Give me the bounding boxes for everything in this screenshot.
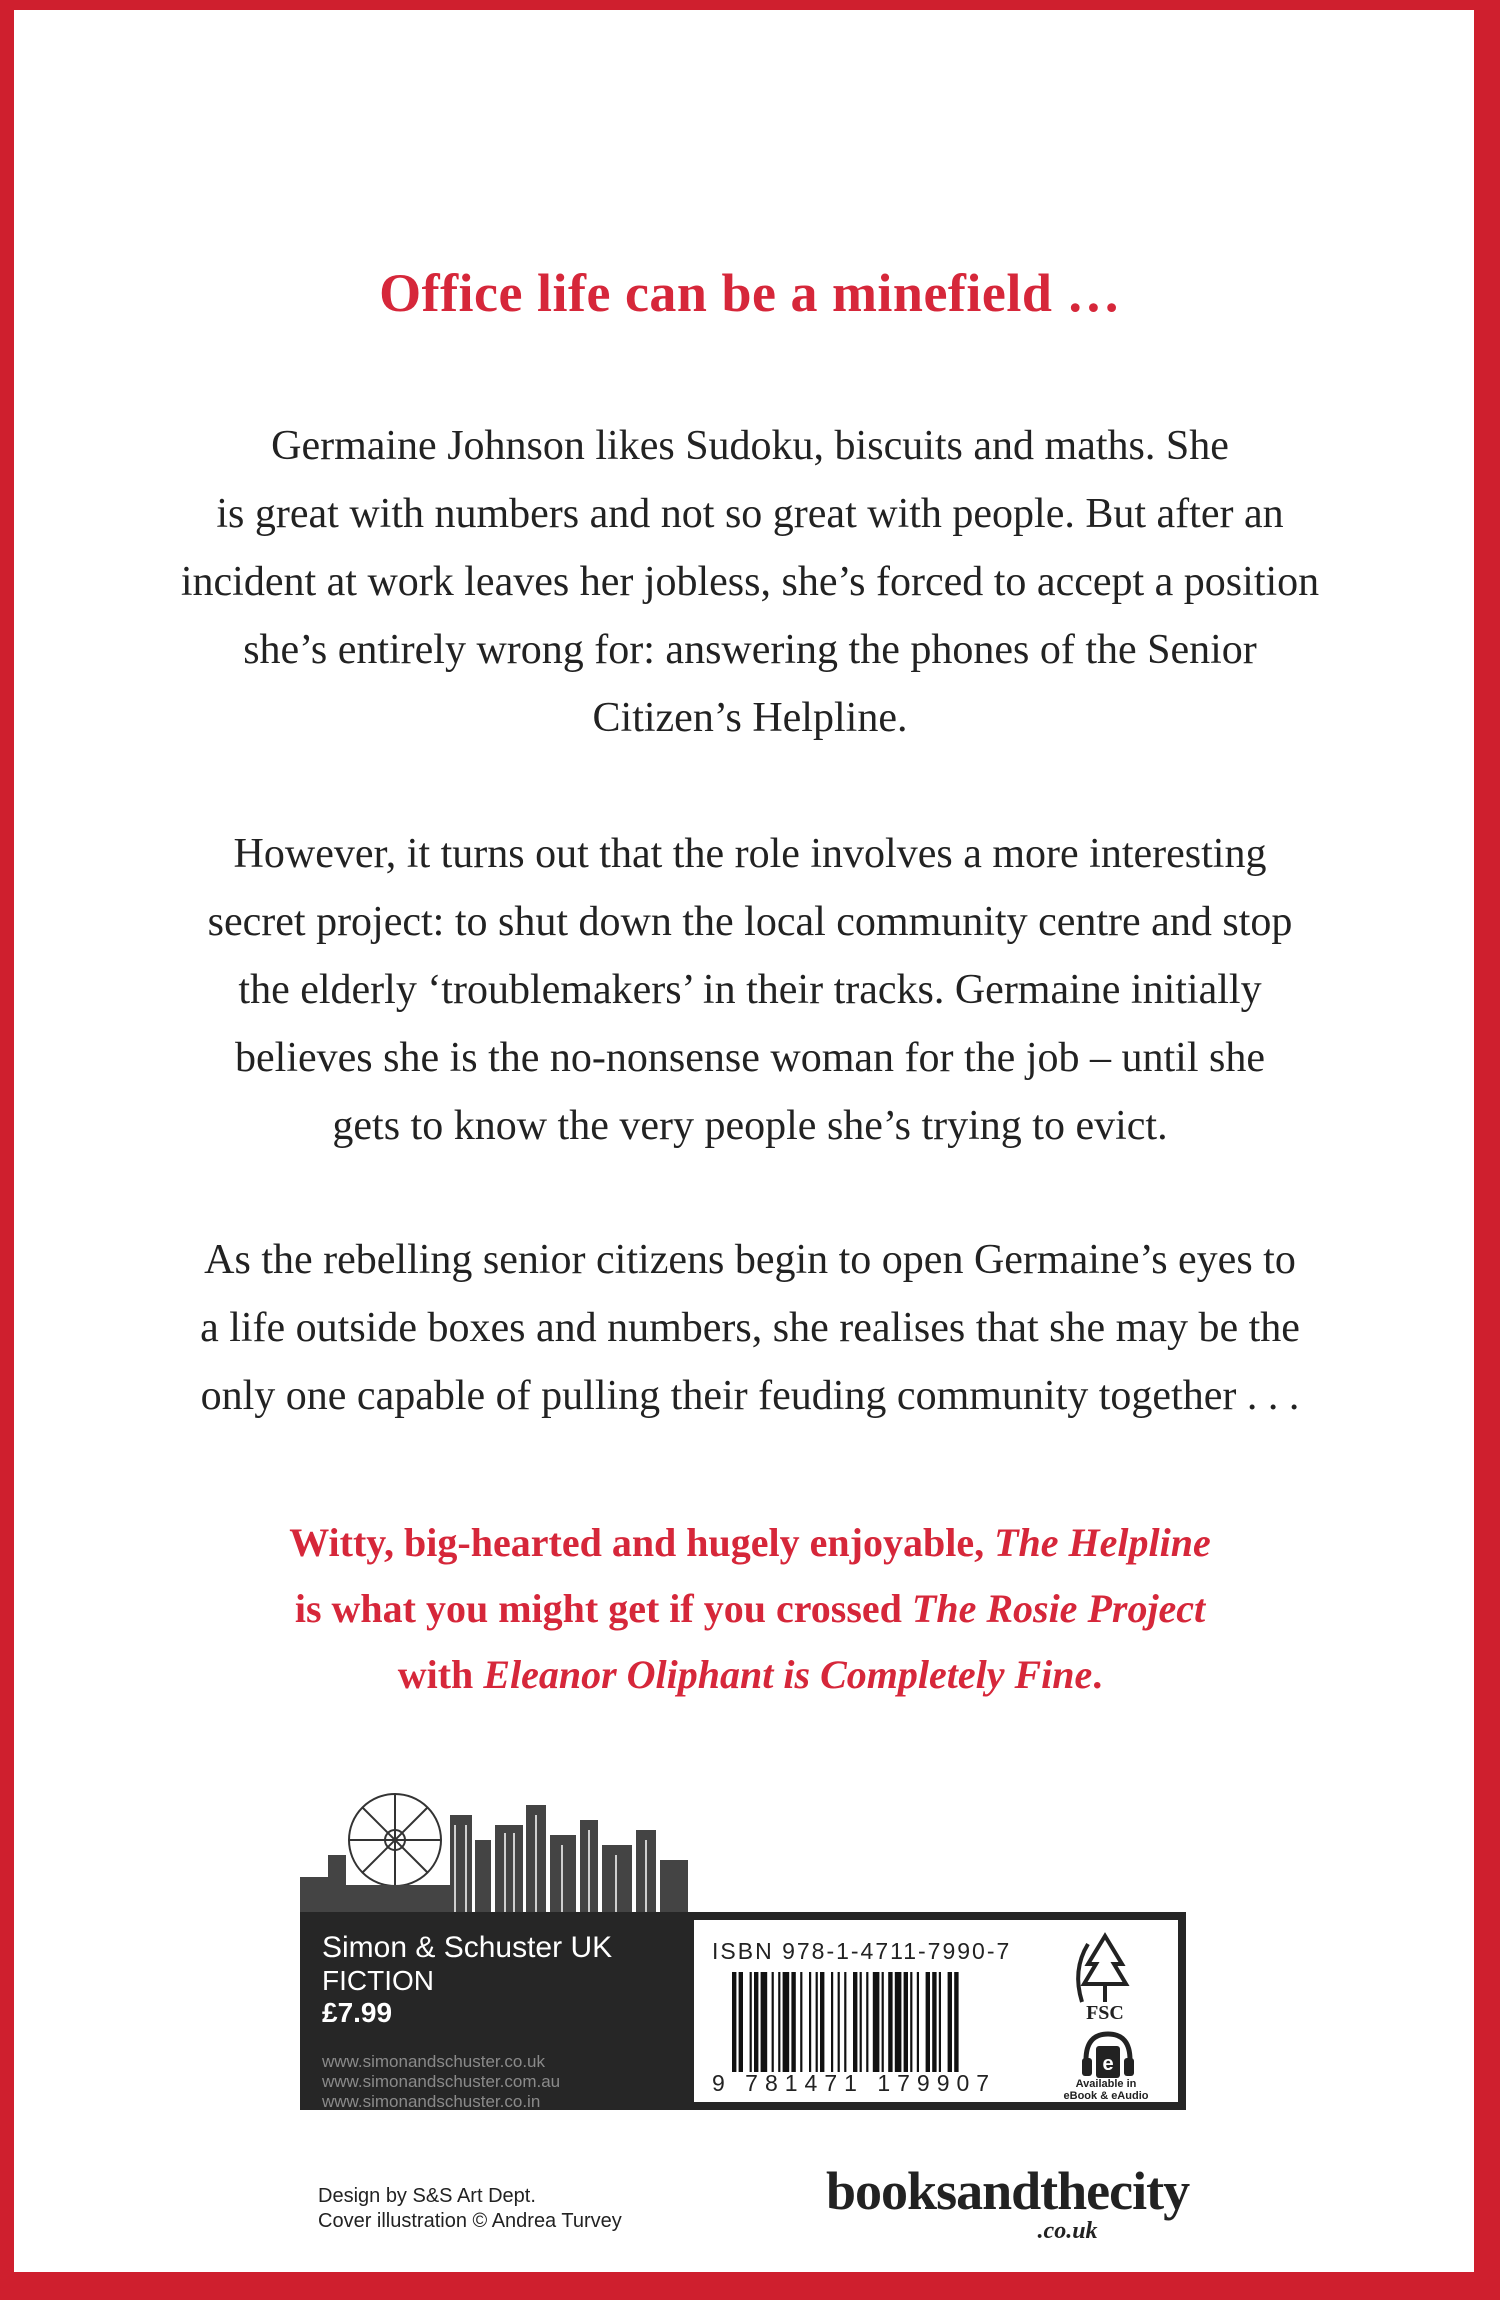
blurb-line: is great with numbers and not so great with people. But after an <box>216 491 1284 537</box>
publisher-url: www.simonandschuster.com.au <box>322 2072 561 2091</box>
availability-note <box>1060 2078 1152 2102</box>
blurb-line: As the rebelling senior citizens begin to open Germaine’s eyes to <box>204 1237 1296 1283</box>
barcode-bar <box>873 1972 880 2072</box>
barcode-bar <box>772 1972 774 2072</box>
quote-title: Eleanor Oliphant is Completely Fine <box>483 1652 1093 1697</box>
publisher-url: www.simonandschuster.co.uk <box>322 2052 545 2071</box>
barcode-bar <box>888 1972 892 2072</box>
barcode-bar <box>754 1972 758 2072</box>
barcode-bar <box>820 1972 824 2072</box>
publisher-name: Simon & Schuster UK <box>322 1931 613 1964</box>
blurb-line: only one capable of pulling their feuding community together . . . <box>200 1373 1300 1419</box>
retailer-logo <box>826 2161 1190 2244</box>
blurb-line: Germaine Johnson likes Sudoku, biscuits and maths. She <box>271 423 1229 469</box>
ebook-headphones-icon <box>1078 2026 1138 2086</box>
blurb-line: she’s entirely wrong for: answering the phones of the Senior <box>243 627 1257 673</box>
publisher-url: www.simonandschuster.co.in <box>322 2092 541 2111</box>
fsc-tree-icon <box>1068 1930 1142 2010</box>
barcode-bar <box>791 1972 795 2072</box>
availability-line: Available in <box>1075 2078 1137 2090</box>
barcode-bar <box>917 1972 919 2072</box>
barcode-bar <box>866 1972 868 2072</box>
barcode-bar <box>800 1972 802 2072</box>
svg-text:e: e <box>1102 2053 1114 2075</box>
barcode-bar <box>932 1972 936 2072</box>
barcode-bar <box>954 1972 958 2072</box>
fsc-label: FSC <box>1086 2002 1124 2024</box>
barcode-bar <box>778 1972 780 2072</box>
barcode-bar <box>831 1972 833 2072</box>
barcode-bar <box>816 1972 818 2072</box>
blurb-paragraph-2 <box>0 820 1500 1160</box>
blurb-paragraph-3 <box>0 1226 1500 1430</box>
barcode-bar <box>809 1972 811 2072</box>
blurb-paragraph-1 <box>0 412 1500 752</box>
quote-title: The Helpline <box>994 1520 1211 1565</box>
isbn-panel <box>686 1912 1186 2110</box>
category-label: FICTION <box>322 1965 434 1996</box>
retailer-domain: .co.uk <box>1037 2218 1098 2244</box>
barcode-bar <box>761 1972 768 2072</box>
barcode-bar <box>838 1972 840 2072</box>
barcode-bar <box>750 1972 752 2072</box>
barcode-bar <box>783 1972 790 2072</box>
quote-text: Witty, big-hearted and hugely enjoyable, <box>289 1520 995 1565</box>
barcode-bar <box>895 1972 902 2072</box>
blurb-line: However, it turns out that the role involves a more interesting <box>233 831 1267 877</box>
price-label: £7.99 <box>322 1997 393 2028</box>
quote-text: is what you might get if you crossed <box>294 1586 912 1631</box>
review-quote <box>0 1510 1500 1708</box>
barcode-bar <box>739 1972 743 2072</box>
quote-line-2 <box>0 1576 1500 1642</box>
publisher-panel <box>300 1912 686 2110</box>
barcode-bar <box>732 1972 736 2072</box>
quote-line-3 <box>0 1642 1500 1708</box>
barcode-bar <box>882 1972 884 2072</box>
quote-text: with <box>397 1652 484 1697</box>
barcode-bar <box>926 1972 930 2072</box>
blurb-line: Citizen’s Helpline. <box>592 695 908 741</box>
headline: Office life can be a minefield … <box>379 263 1121 323</box>
barcode <box>732 1972 1010 2072</box>
blurb-line: a life outside boxes and numbers, she realises that she may be the <box>200 1305 1300 1351</box>
design-credit: Design by S&S Art Dept. <box>318 2185 536 2207</box>
barcode-bar <box>939 1972 941 2072</box>
credits <box>318 2184 622 2234</box>
publisher-urls <box>322 2052 560 2112</box>
barcode-bar <box>853 1972 857 2072</box>
illustration-credit: Cover illustration © Andrea Turvey <box>318 2210 622 2232</box>
barcode-digits: 9 781471 179907 <box>712 2070 997 2096</box>
blurb-line: the elderly ‘troublemakers’ in their tracks. Germaine initially <box>238 967 1262 1013</box>
isbn-number: ISBN 978-1-4711-7990-7 <box>712 1938 1012 1964</box>
blurb-line: secret project: to shut down the local community centre and stop <box>207 899 1293 945</box>
blurb-line: incident at work leaves her jobless, she’s forced to accept a position <box>180 559 1320 605</box>
blurb-line: gets to know the very people she’s trying to evict. <box>332 1103 1168 1149</box>
quote-line-1 <box>0 1510 1500 1576</box>
barcode-bar <box>860 1972 862 2072</box>
quote-title: The Rosie Project <box>911 1586 1206 1631</box>
retailer-name: booksandthecity <box>826 2161 1190 2221</box>
city-skyline-icon <box>300 1785 700 1915</box>
availability-line: eBook & eAudio <box>1063 2090 1149 2102</box>
barcode-bar <box>948 1972 952 2072</box>
barcode-bar <box>910 1972 912 2072</box>
quote-text: . <box>1092 1652 1103 1697</box>
barcode-bar <box>904 1972 908 2072</box>
blurb-line: believes she is the no-nonsense woman for the job – until she <box>235 1035 1265 1081</box>
barcode-bar <box>844 1972 846 2072</box>
